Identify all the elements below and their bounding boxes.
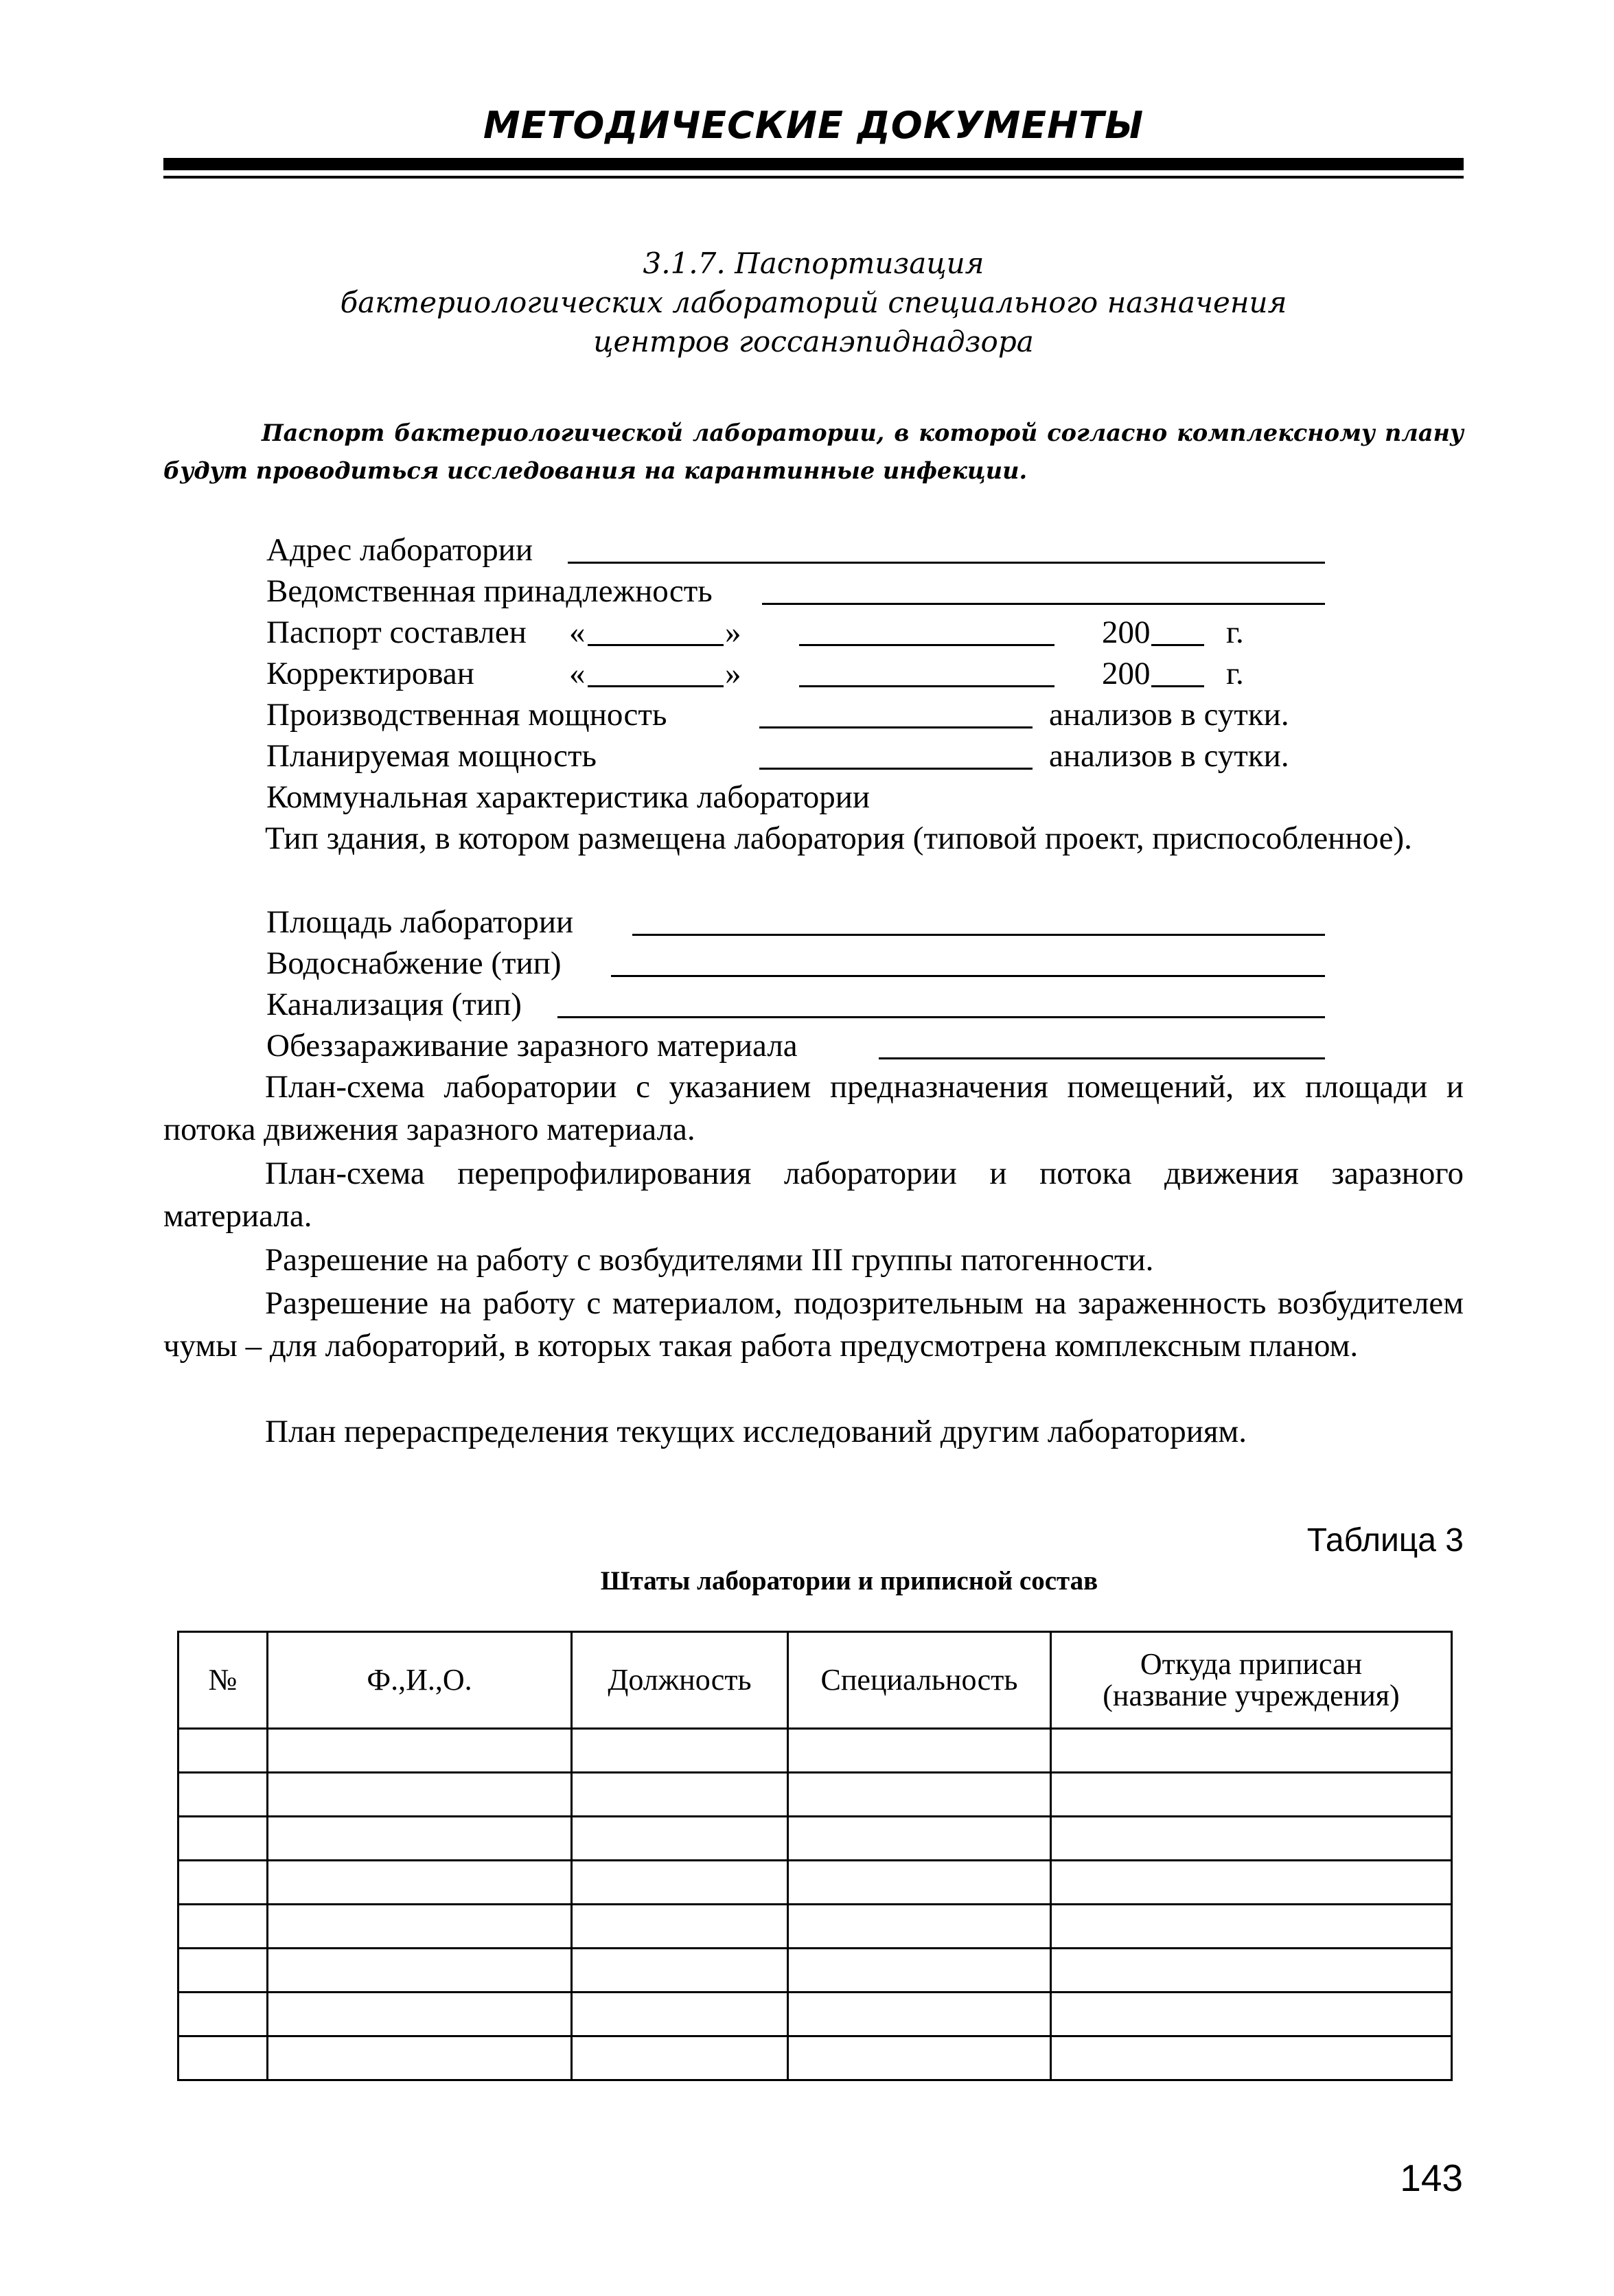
table-header-row — [178, 1632, 1452, 1729]
planned-capacity-unit: анализов в сутки. — [1049, 738, 1289, 774]
table-cell[interactable] — [1051, 1949, 1452, 1993]
table-cell[interactable] — [1051, 1773, 1452, 1817]
table-cell[interactable] — [268, 1949, 572, 1993]
table-cell[interactable] — [268, 1817, 572, 1861]
address-field[interactable] — [568, 562, 1325, 564]
header-rule-thick — [163, 158, 1464, 170]
running-header — [163, 102, 1464, 179]
permit-group3-paragraph: Разрешение на работу с возбудителями III группы патогенности. — [265, 1242, 1154, 1278]
column-position-header: Должность — [572, 1632, 788, 1729]
table-cell[interactable] — [788, 1817, 1051, 1861]
corrected-year-field[interactable] — [1151, 685, 1204, 687]
table-row — [178, 1993, 1452, 2036]
table-cell[interactable] — [572, 1773, 788, 1817]
area-label: Площадь лаборатории — [266, 904, 574, 940]
table-cell[interactable] — [788, 2036, 1051, 2080]
table-cell[interactable] — [788, 1729, 1051, 1773]
area-field[interactable] — [632, 934, 1325, 936]
building-type-paragraph: Тип здания, в котором размещена лаборатория (типовой проект, приспособленное). — [265, 820, 1412, 856]
table-cell[interactable] — [1051, 2036, 1452, 2080]
table-cell[interactable] — [178, 1861, 268, 1905]
compiled-month-field[interactable] — [799, 644, 1054, 646]
section-heading-line-3: центров госсанэпиднадзора — [593, 325, 1034, 358]
corrected-month-field[interactable] — [799, 685, 1054, 687]
table-row — [178, 1729, 1452, 1773]
address-label: Адрес лаборатории — [266, 532, 533, 568]
affiliation-label: Ведомственная принадлежность — [266, 573, 713, 609]
section-heading — [163, 244, 1464, 361]
compiled-quote-close: » — [725, 615, 741, 650]
corrected-year-suffix: г. — [1226, 656, 1244, 691]
compiled-day-field[interactable] — [588, 644, 724, 646]
disinfection-field[interactable] — [879, 1057, 1325, 1059]
compiled-year-prefix: 200 — [1102, 615, 1151, 650]
production-capacity-label: Производственная мощность — [266, 697, 667, 733]
table-row — [178, 1773, 1452, 1817]
section-heading-line-1: 3.1.7. Паспортизация — [643, 246, 984, 280]
table-row — [178, 1861, 1452, 1905]
table-cell[interactable] — [572, 2036, 788, 2080]
table-row — [178, 1905, 1452, 1949]
column-origin-header: Откуда приписан (название учреждения) — [1051, 1632, 1452, 1729]
table-cell[interactable] — [788, 1993, 1051, 2036]
table-cell[interactable] — [788, 1949, 1051, 1993]
communal-heading: Коммунальная характеристика лаборатории — [266, 779, 871, 815]
table-cell[interactable] — [1051, 1729, 1452, 1773]
compiled-year-suffix: г. — [1226, 615, 1244, 650]
table-cell[interactable] — [178, 1773, 268, 1817]
compiled-year-field[interactable] — [1151, 644, 1204, 646]
table-cell[interactable] — [1051, 1861, 1452, 1905]
plan-scheme-paragraph: План-схема лаборатории с указанием предназначения помещений, их площади и потока движения заразного материала. — [163, 1069, 1464, 1147]
column-name-header: Ф.,И.,О. — [268, 1632, 572, 1729]
intro-paragraph: Паспорт бактериологической лаборатории, в которой согласно комплексному плану будут проводиться исследования на карантинные инфекции. — [163, 420, 1464, 484]
table-cell[interactable] — [572, 1949, 788, 1993]
column-number-header: № — [178, 1632, 268, 1729]
header-rule-thin — [163, 176, 1464, 179]
sewer-field[interactable] — [557, 1016, 1325, 1018]
water-field[interactable] — [611, 975, 1325, 977]
table-cell[interactable] — [268, 1729, 572, 1773]
corrected-label: Корректирован — [266, 656, 474, 691]
table-cell[interactable] — [788, 1905, 1051, 1949]
corrected-year-prefix: 200 — [1102, 656, 1151, 691]
table-cell[interactable] — [268, 1773, 572, 1817]
table-cell[interactable] — [178, 1729, 268, 1773]
table-cell[interactable] — [268, 1993, 572, 2036]
planned-capacity-field[interactable] — [759, 768, 1033, 770]
table-row — [178, 1949, 1452, 1993]
corrected-quote-open: « — [569, 656, 586, 691]
production-capacity-unit: анализов в сутки. — [1049, 697, 1289, 733]
table-cell[interactable] — [572, 1729, 788, 1773]
corrected-quote-close: » — [725, 656, 741, 691]
table-cell[interactable] — [178, 2036, 268, 2080]
reprofile-scheme-paragraph: План-схема перепрофилирования лаборатории и потока движения заразного материала. — [163, 1156, 1464, 1234]
table-title: Штаты лаборатории и приписной состав — [600, 1566, 1098, 1596]
table-cell[interactable] — [268, 2036, 572, 2080]
table-row — [178, 1817, 1452, 1861]
table-cell[interactable] — [178, 1905, 268, 1949]
affiliation-field[interactable] — [762, 603, 1325, 605]
table-cell[interactable] — [178, 1817, 268, 1861]
table-cell[interactable] — [788, 1773, 1051, 1817]
table-cell[interactable] — [1051, 1905, 1452, 1949]
table-cell[interactable] — [268, 1861, 572, 1905]
table-cell[interactable] — [1051, 1817, 1452, 1861]
staff-table — [177, 1631, 1453, 2081]
permit-plague-paragraph: Разрешение на работу с материалом, подозрительным на зараженность возбудителем чумы – для лабораторий, в которых такая работа предусмотрена комплексным планом. — [163, 1285, 1464, 1364]
disinfection-label: Обеззараживание заразного материала — [266, 1028, 798, 1064]
table-row — [178, 2036, 1452, 2080]
corrected-day-field[interactable] — [588, 685, 724, 687]
water-label: Водоснабжение (тип) — [266, 945, 562, 981]
page-number: 143 — [1400, 2157, 1463, 2199]
table-cell[interactable] — [572, 1817, 788, 1861]
table-cell[interactable] — [178, 1949, 268, 1993]
column-specialty-header: Специальность — [788, 1632, 1051, 1729]
table-cell[interactable] — [788, 1861, 1051, 1905]
redistribution-paragraph: План перераспределения текущих исследований другим лабораториям. — [265, 1414, 1247, 1449]
production-capacity-field[interactable] — [759, 726, 1033, 728]
table-cell[interactable] — [178, 1993, 268, 2036]
planned-capacity-label: Планируемая мощность — [266, 738, 597, 774]
section-heading-line-2: бактериологических лабораторий специального назначения — [340, 286, 1287, 319]
compiled-quote-open: « — [569, 615, 586, 650]
table-cell[interactable] — [1051, 1993, 1452, 2036]
table-cell[interactable] — [572, 1905, 788, 1949]
table-cell[interactable] — [572, 1861, 788, 1905]
sewer-label: Канализация (тип) — [266, 987, 522, 1022]
running-header-title: МЕТОДИЧЕСКИЕ ДОКУМЕНТЫ — [483, 104, 1144, 147]
table-label: Таблица 3 — [1306, 1522, 1464, 1559]
table-cell[interactable] — [572, 1993, 788, 2036]
compiled-label: Паспорт составлен — [266, 615, 527, 650]
table-cell[interactable] — [268, 1905, 572, 1949]
table-body — [178, 1729, 1452, 2080]
